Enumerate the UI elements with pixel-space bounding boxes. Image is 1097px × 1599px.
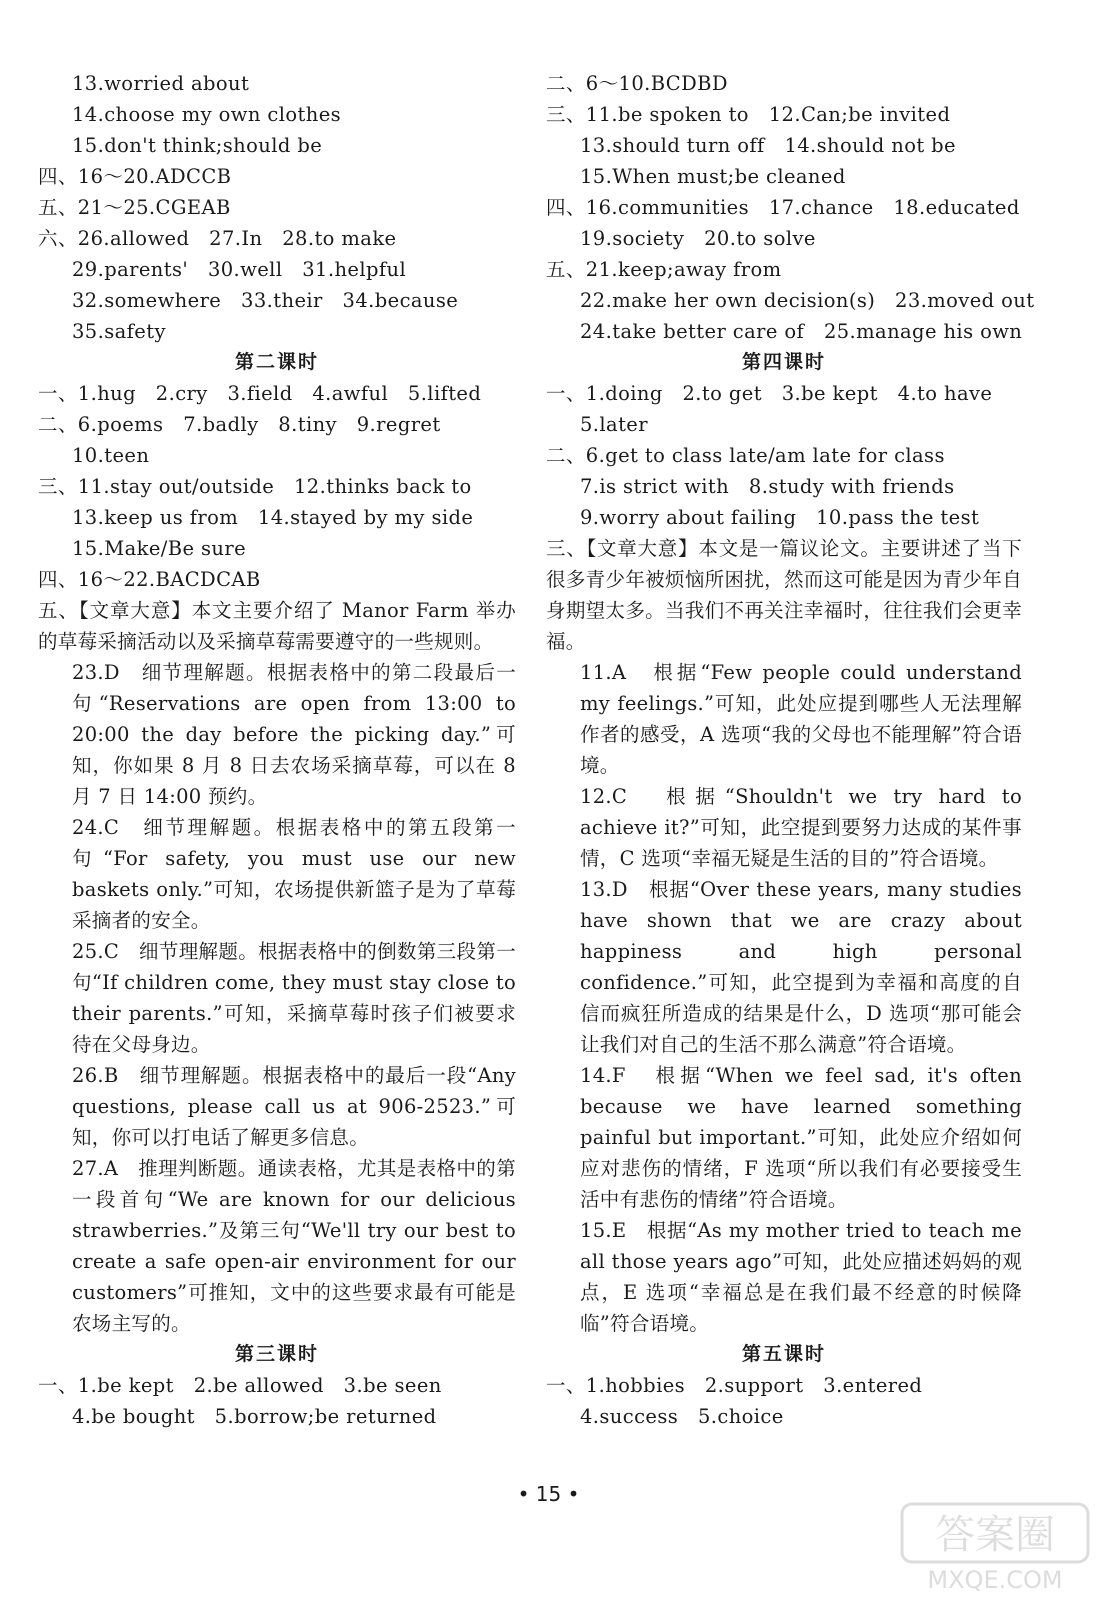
answer-line: 29.parents' 30.well 31.helpful: [72, 258, 407, 281]
answer-lines-group: [546, 68, 1035, 347]
answer-line: 32.somewhere 33.their 34.because: [72, 289, 459, 312]
left-column: [38, 68, 516, 1432]
watermark-text: 答案圈: [935, 1512, 1055, 1558]
question-explanation-text: 12.C 根据“Shouldn't we try hard to achieve it?”可知，此空提到要努力达成的某件事情，C 选项“幸福无疑是生活的目的”符合语境。: [580, 785, 1022, 870]
question-q15: [546, 1215, 1022, 1339]
answer-line: 一、1.be kept 2.be allowed 3.be seen: [38, 1374, 442, 1397]
summary-text: 三、【文章大意】本文是一篇议论文。主要讲述了当下很多青少年被烦恼所困扰，然而这可能是因为青少年自身期望太多。当我们不再关注幸福时，往往我们会更幸福。: [546, 537, 1022, 653]
answer-line: 15.When must;be cleaned: [580, 165, 846, 188]
answer-lines-group: [546, 1370, 1022, 1432]
question-explanation-text: 27.A 推理判断题。通读表格，尤其是表格中的第一段首句“We are known for our delicious strawberries.”及第三句“We'll try our best to create a safe open-air environment for our customers”可推知，文中的这些要求最有可能是农场主写的。: [72, 1157, 516, 1335]
question-q24: [38, 812, 516, 936]
answer-line: 13.worried about: [72, 72, 250, 95]
answer-line: 14.choose my own clothes: [72, 103, 342, 126]
section-summary: [546, 533, 1022, 657]
question-q23: [38, 657, 516, 812]
question-explanations: [38, 657, 516, 1339]
question-q25: [38, 936, 516, 1060]
section-summary: [38, 595, 516, 657]
page-number: • 15 •: [517, 1482, 580, 1506]
summary-text: 五、【文章大意】本文主要介绍了 Manor Farm 举办的草莓采摘活动以及采摘草莓需要遵守的一些规则。: [38, 599, 516, 653]
question-explanation-text: 24.C 细节理解题。根据表格中的第五段第一句“For safety, you must use our new baskets only.”可知，农场提供新篮子是为了草莓采摘者的安全。: [72, 816, 516, 932]
answer-lines-group: [38, 378, 516, 595]
answer-line: 15.don't think;should be: [72, 134, 323, 157]
answer-line: 24.take better care of 25.manage his own: [580, 320, 1023, 343]
question-explanation-text: 13.D 根据“Over these years, many studies have shown that we are crazy about happiness and high personal confidence.”可知，此空提到为幸福和高度的自信而疯狂所造成的结果是什么，D 选项“那可能会让我们对自己的生活不那么满意”符合语境。: [580, 878, 1022, 1056]
lesson-heading-3: 第三课时: [234, 1343, 319, 1365]
answer-line: 一、1.doing 2.to get 3.be kept 4.to have: [546, 382, 993, 405]
question-explanations: [546, 657, 1022, 1339]
answer-line: 一、1.hug 2.cry 3.field 4.awful 5.lifted: [38, 382, 482, 405]
answer-line: 五、21～25.CGEAB: [38, 196, 231, 219]
answer-line: 7.is strict with 8.study with friends: [580, 475, 955, 498]
answer-lines-group: [38, 68, 516, 347]
answer-line: 四、16～22.BACDCAB: [38, 568, 261, 591]
answer-line: 4.success 5.choice: [580, 1405, 784, 1428]
answer-line: 10.teen: [72, 444, 150, 467]
answer-lines-group: [546, 378, 1022, 533]
answer-line: 9.worry about failing 10.pass the test: [580, 506, 980, 529]
answer-line: 三、11.stay out/outside 12.thinks back to: [38, 475, 472, 498]
answer-line: 13.should turn off 14.should not be: [580, 134, 956, 157]
lesson-heading-5: 第五课时: [741, 1343, 826, 1365]
answer-line: 22.make her own decision(s) 23.moved out: [580, 289, 1035, 312]
question-explanation-text: 14.F 根据“When we feel sad, it's often because we have learned something painful but important.”可知，此处应介绍如何应对悲伤的情绪，F 选项“所以我们有必要接受生活中有悲伤的情绪”符合语境。: [580, 1064, 1022, 1211]
answer-line: 三、11.be spoken to 12.Can;be invited: [546, 103, 951, 126]
answer-line: 四、16～20.ADCCB: [38, 165, 232, 188]
lesson-heading-2: 第二课时: [234, 351, 319, 373]
question-q14: [546, 1060, 1022, 1215]
watermark-logo: [900, 1500, 1090, 1595]
answer-line: 35.safety: [72, 320, 166, 343]
answer-lines-group: [38, 1370, 516, 1432]
answer-line: 一、1.hobbies 2.support 3.entered: [546, 1374, 923, 1397]
question-q27: [38, 1153, 516, 1339]
answer-line: 五、21.keep;away from: [546, 258, 782, 281]
answer-line: 15.Make/Be sure: [72, 537, 247, 560]
question-explanation-text: 23.D 细节理解题。根据表格中的第二段最后一句“Reservations are open from 13:00 to 20:00 the day before the picking day.”可知，你如果 8 月 8 日去农场采摘草莓，可以在 8 月 7 日 14:00 预约。: [72, 661, 516, 808]
answer-line: 二、6～10.BCDBD: [546, 72, 728, 95]
question-q11: [546, 657, 1022, 781]
question-explanation-text: 26.B 细节理解题。根据表格中的最后一段“Any questions, please call us at 906-2523.”可知，你可以打电话了解更多信息。: [72, 1064, 516, 1149]
question-q13: [546, 874, 1022, 1060]
question-q26: [38, 1060, 516, 1153]
answer-line: 19.society 20.to solve: [580, 227, 816, 250]
question-explanation-text: 15.E 根据“As my mother tried to teach me all those years ago”可知，此处应描述妈妈的观点，E 选项“幸福总是在我们最不经意的时候降临”符合语境。: [580, 1219, 1022, 1335]
question-explanation-text: 11.A 根据“Few people could understand my feelings.”可知，此处应提到哪些人无法理解作者的感受，A 选项“我的父母也不能理解”符合语境。: [580, 661, 1022, 777]
answer-line: 六、26.allowed 27.In 28.to make: [38, 227, 397, 250]
answer-line: 二、6.get to class late/am late for class: [546, 444, 945, 467]
answer-line: 4.be bought 5.borrow;be returned: [72, 1405, 437, 1428]
answer-line: 二、6.poems 7.badly 8.tiny 9.regret: [38, 413, 441, 436]
lesson-heading-4: 第四课时: [741, 351, 826, 373]
right-column: [546, 68, 1035, 1432]
watermark-url: MXQE.COM: [927, 1566, 1063, 1594]
question-q12: [546, 781, 1022, 874]
answer-line: 5.later: [580, 413, 648, 436]
answer-line: 13.keep us from 14.stayed by my side: [72, 506, 474, 529]
question-explanation-text: 25.C 细节理解题。根据表格中的倒数第三段第一句“If children come, they must stay close to their parents.”可知，采摘草莓时孩子们被要求待在父母身边。: [72, 940, 516, 1056]
answer-line: 四、16.communities 17.chance 18.educated: [546, 196, 1020, 219]
